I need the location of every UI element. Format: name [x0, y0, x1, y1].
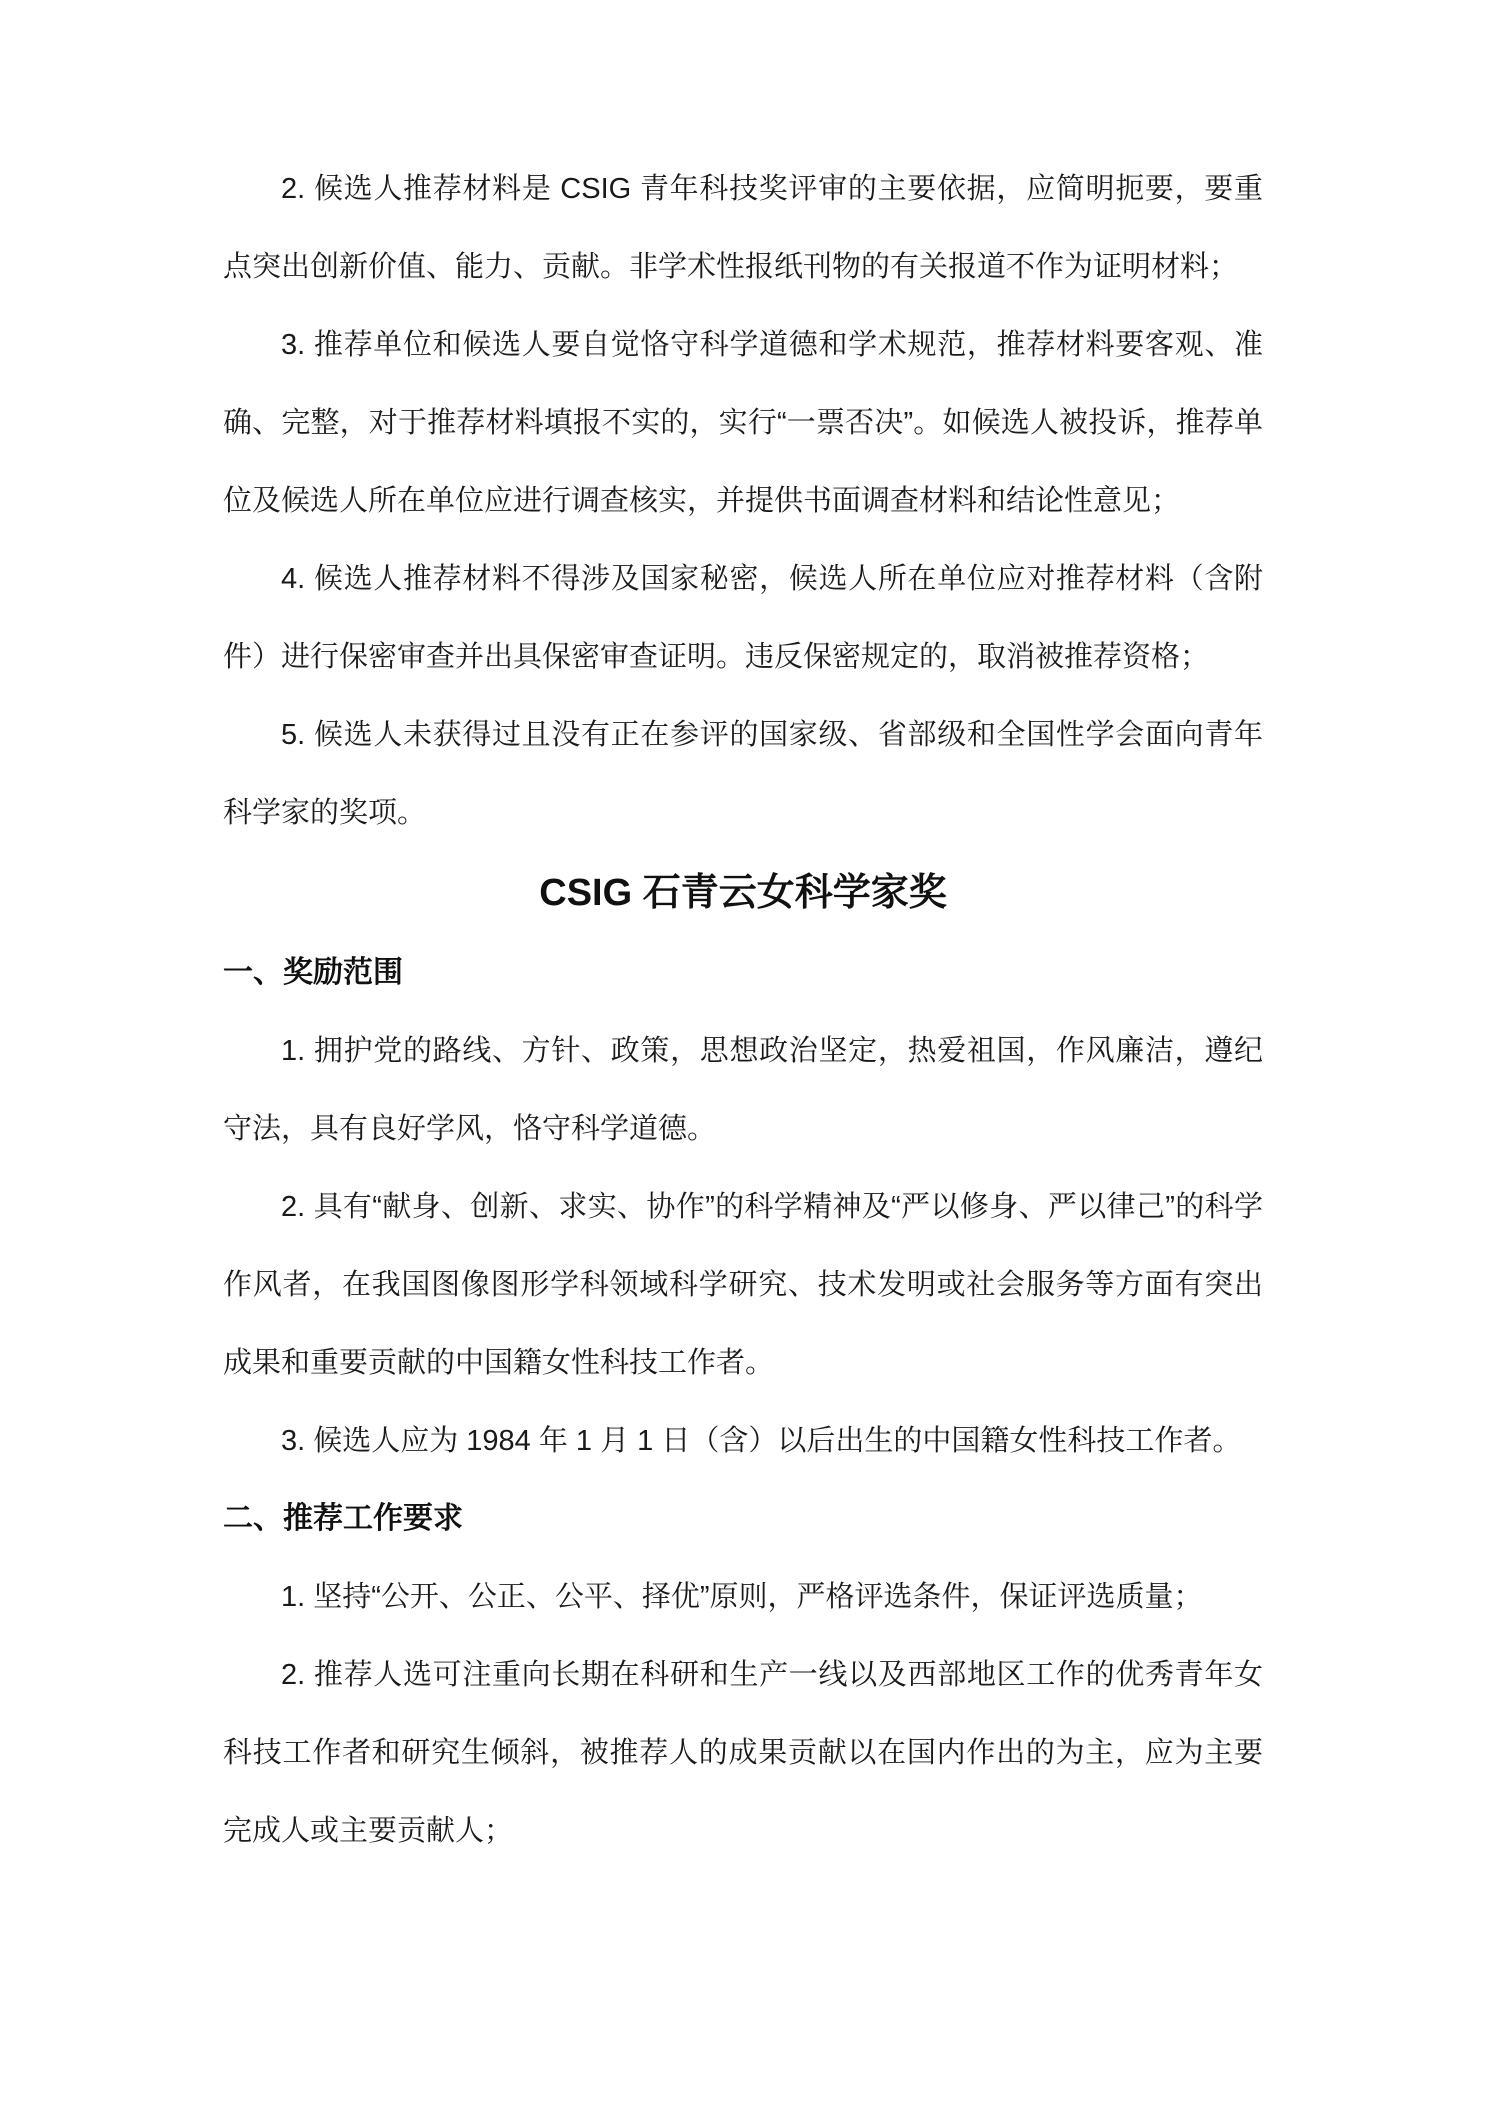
- policy-item-5: 5. 候选人未获得过且没有正在参评的国家级、省部级和全国性学会面向青年科学家的奖项。: [223, 719, 1263, 829]
- recommendation-item-1: 1. 坚持“公开、公正、公平、择优”原则，严格评选条件，保证评选质量；: [281, 1581, 1203, 1613]
- recommendation-item-2: 2. 推荐人选可注重向长期在科研和生产一线以及西部地区工作的优秀青年女科技工作者和研究生倾斜，被推荐人的成果贡献以在国内作出的为主，应为主要完成人或主要贡献人；: [223, 1659, 1263, 1847]
- award-scope-item-2: 2. 具有“献身、创新、求实、协作”的科学精神及“严以修身、严以律己”的科学作风者，在我国图像图形学科领域科学研究、技术发明或社会服务等方面有突出成果和重要贡献的中国籍女性科技工作者。: [223, 1191, 1263, 1379]
- section-heading-recommendation-requirements: 二、推荐工作要求: [223, 1502, 463, 1535]
- award-scope-item-1: 1. 拥护党的路线、方针、政策，思想政治坚定，热爱祖国，作风廉洁，遵纪守法，具有良好学风，恪守科学道德。: [223, 1035, 1263, 1145]
- award-scope-item-3: 3. 候选人应为 1984 年 1 月 1 日（含）以后出生的中国籍女性科技工作者。: [281, 1425, 1242, 1457]
- award-title: CSIG 石青云女科学家奖: [539, 872, 947, 914]
- policy-item-3: 3. 推荐单位和候选人要自觉恪守科学道德和学术规范，推荐材料要客观、准确、完整，对于推荐材料填报不实的，实行“一票否决”。如候选人被投诉，推荐单位及候选人所在单位应进行调查核实，并提供书面调查材料和结论性意见；: [223, 329, 1263, 517]
- section-heading-award-scope: 一、奖励范围: [223, 956, 403, 989]
- policy-item-4: 4. 候选人推荐材料不得涉及国家秘密，候选人所在单位应对推荐材料（含附件）进行保密审查并出具保密审查证明。违反保密规定的，取消被推荐资格；: [223, 563, 1263, 673]
- policy-item-2: 2. 候选人推荐材料是 CSIG 青年科技奖评审的主要依据，应简明扼要，要重点突出创新价值、能力、贡献。非学术性报纸刊物的有关报道不作为证明材料；: [223, 173, 1263, 283]
